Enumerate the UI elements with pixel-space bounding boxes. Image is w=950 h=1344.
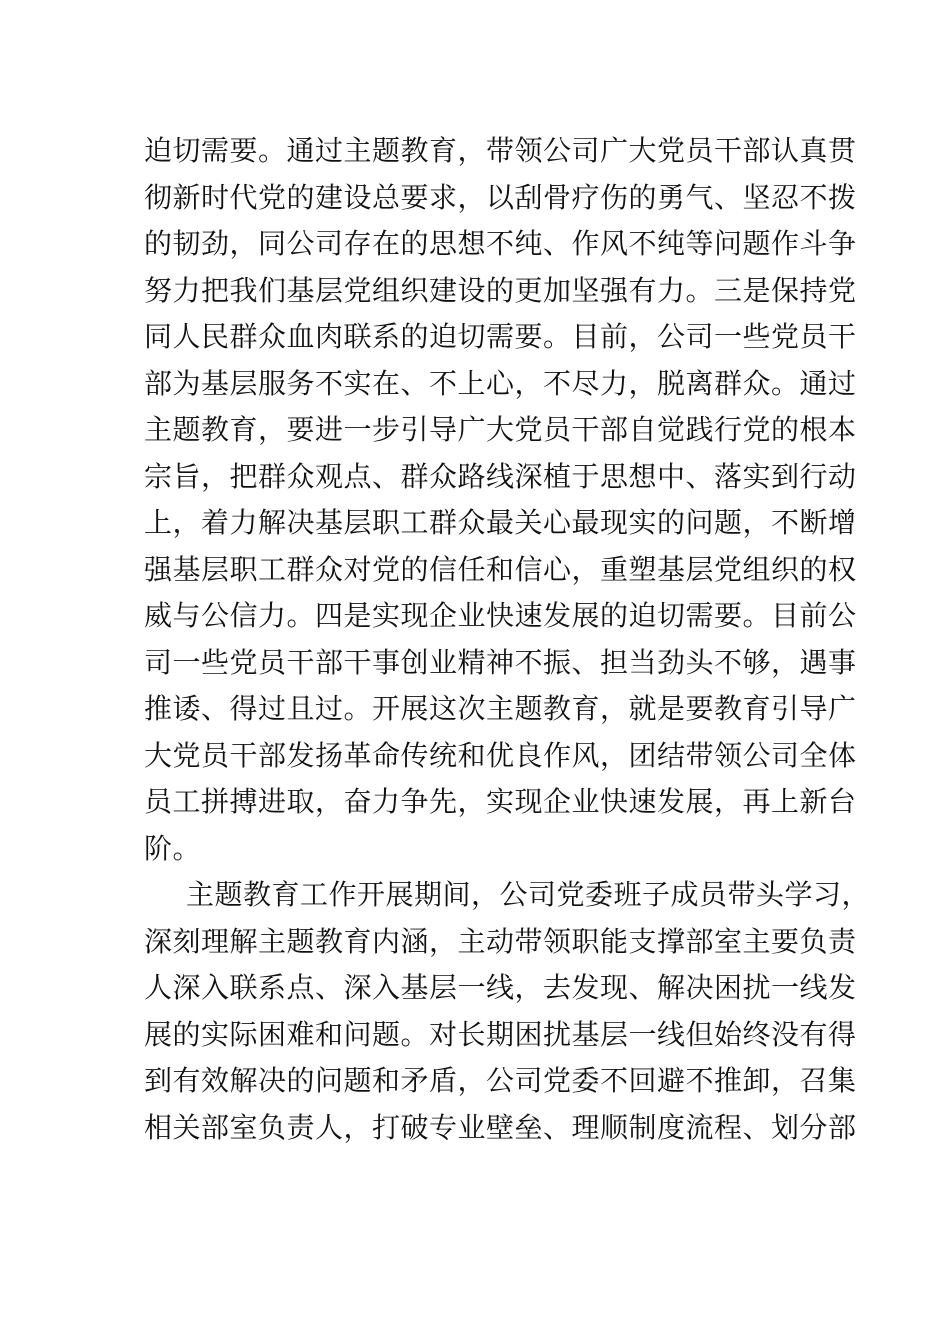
- body-text: [144, 128, 871, 1151]
- paragraph-1: [144, 128, 857, 872]
- text-line: 员工拼搏进取，奋力争先，实现企业快速发展，再上新台: [144, 785, 857, 818]
- paragraph-2: [144, 872, 871, 1151]
- text-line: 主题教育，要进一步引导广大党员干部自觉践行党的根本: [144, 413, 857, 446]
- text-line: 上，着力解决基层职工群众最关心最现实的问题，不断增: [144, 506, 857, 539]
- text-line: 主题教育工作开展期间，公司党委班子成员带头学习，: [186, 878, 871, 911]
- text-line: 到有效解决的问题和矛盾，公司党委不回避不推卸，召集: [144, 1064, 857, 1097]
- text-line: 深刻理解主题教育内涵，主动带领职能支撑部室主要负责: [144, 924, 857, 958]
- text-line: 展的实际困难和问题。对长期困扰基层一线但始终没有得: [144, 1017, 857, 1051]
- text-line: 强基层职工群众对党的信任和信心，重塑基层党组织的权: [144, 552, 857, 586]
- text-line: 威与公信力。四是实现企业快速发展的迫切需要。目前公: [144, 599, 857, 632]
- text-line: 同人民群众血肉联系的迫切需要。目前，公司一些党员干: [144, 320, 857, 353]
- text-line: 努力把我们基层党组织建设的更加坚强有力。三是保持党: [144, 273, 857, 307]
- text-line: 推诿、得过且过。开展这次主题教育，就是要教育引导广: [144, 692, 857, 725]
- text-line: 人深入联系点、深入基层一线，去发现、解决困扰一线发: [144, 971, 857, 1004]
- text-line: 的韧劲，同公司存在的思想不纯、作风不纯等问题作斗争: [144, 227, 857, 260]
- text-line: 司一些党员干部干事创业精神不振、担当劲头不够，遇事: [144, 645, 857, 679]
- text-line: 阶。: [144, 831, 202, 865]
- text-line: 迫切需要。通过主题教育，带领公司广大党员干部认真贯: [144, 134, 857, 167]
- text-line: 部为基层服务不实在、不上心，不尽力，脱离群众。通过: [144, 366, 857, 400]
- text-line: 相关部室负责人，打破专业壁垒、理顺制度流程、划分部: [144, 1110, 857, 1144]
- text-line: 宗旨，把群众观点、群众路线深植于思想中、落实到行动: [144, 459, 857, 493]
- text-line: 大党员干部发扬革命传统和优良作风，团结带领公司全体: [144, 738, 857, 772]
- text-line: 彻新时代党的建设总要求，以刮骨疗伤的勇气、坚忍不拨: [144, 180, 857, 214]
